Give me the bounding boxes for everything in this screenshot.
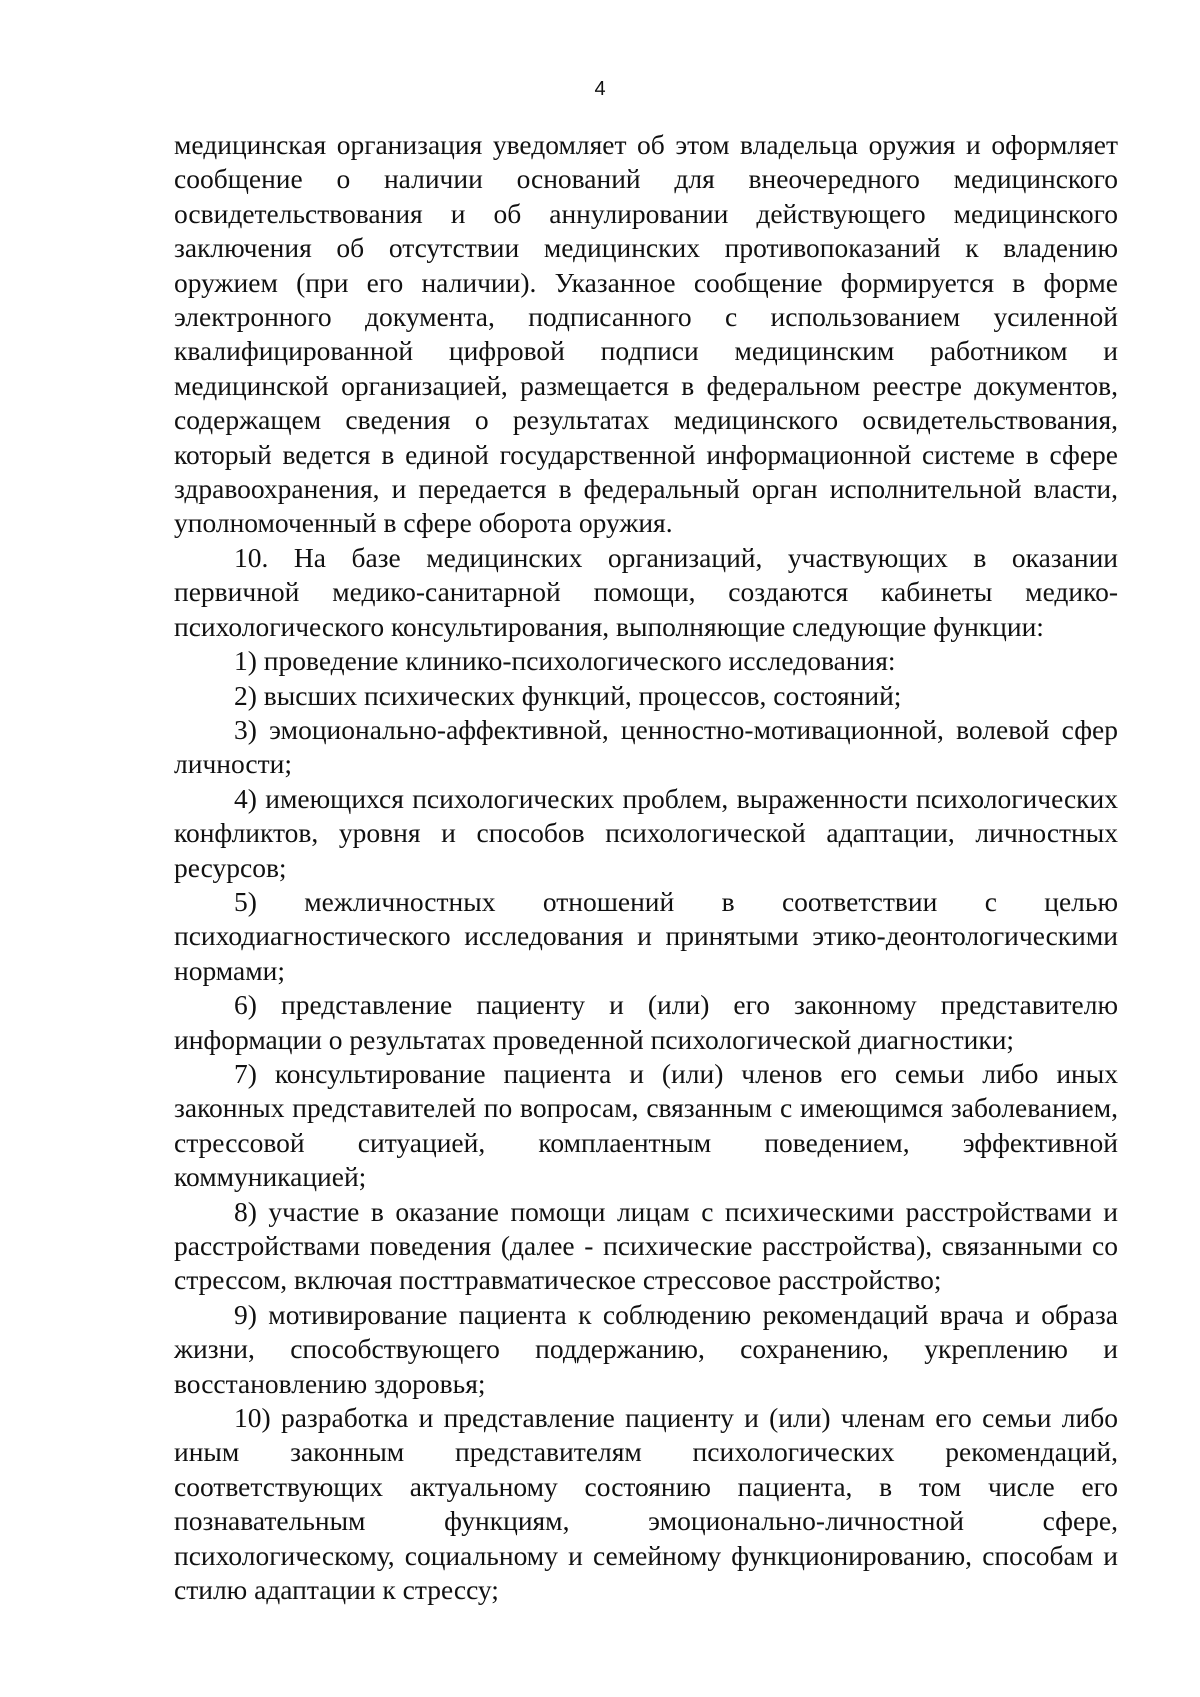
document-body bbox=[174, 128, 1118, 1607]
list-item-8: 8) участие в оказание помощи лицам с психическими расстройствами и расстройствами поведения (далее - психические расстройства), связанными со стрессом, включая посттравматическое стрессовое расстройство; bbox=[174, 1195, 1118, 1296]
list-item-1: 1) проведение клинико-психологического исследования: bbox=[234, 645, 896, 677]
paragraph-item-10: 10. На базе медицинских организаций, участвующих в оказании первичной медико-санитарной помощи, создаются кабинеты медико-психологического консультирования, выполняющие следующие функции: bbox=[174, 541, 1118, 642]
list-item-5: 5) межличностных отношений в соответствии с целью психодиагностического исследования и принятыми этико-деонтологическими нормами; bbox=[174, 885, 1118, 986]
list-item-2: 2) высших психических функций, процессов, состояний; bbox=[234, 679, 902, 711]
list-item-4: 4) имеющихся психологических проблем, выраженности психологических конфликтов, уровня и способов психологической адаптации, личностных ресурсов; bbox=[174, 782, 1118, 883]
page-number: 4 bbox=[594, 78, 606, 100]
list-item-9: 9) мотивирование пациента к соблюдению рекомендаций врача и образа жизни, способствующего поддержанию, сохранению, укреплению и восстановлению здоровья; bbox=[174, 1298, 1118, 1399]
list-item-6: 6) представление пациенту и (или) его законному представителю информации о результатах проведенной психологической диагностики; bbox=[174, 989, 1118, 1055]
list-item-3: 3) эмоционально-аффективной, ценностно-мотивационной, волевой сфер личности; bbox=[174, 713, 1118, 780]
paragraph-continuation: медицинская организация уведомляет об этом владельца оружия и оформляет сообщение о наличии оснований для внеочередного медицинского освидетельствования и об аннулировании действующего медицинского заключения об отсутствии медицинских противопоказаний к владению оружием (при его наличии). Указанное сообщение формируется в форме электронного документа, подписанного с использованием усиленной квалифицированной цифровой подписи медицинским работником и медицинской организацией, размещается в федеральном реестре документов, содержащем сведения о результатах медицинского освидетельствования, который ведется в единой государственной информационной системе в сфере здравоохранения, и передается в федеральный орган исполнительной власти, уполномоченный в сфере оборота оружия. bbox=[174, 129, 1118, 539]
list-item-10: 10) разработка и представление пациенту и (или) членам его семьи либо иным законным представителям психологических рекомендаций, соответствующих актуальному состоянию пациента, в том числе его познавательным функциям, эмоционально-личностной сфере, психологическому, социальному и семейному функционированию, способам и стилю адаптации к стрессу; bbox=[174, 1402, 1118, 1606]
list-item-7: 7) консультирование пациента и (или) членов его семьи либо иных законных представителей по вопросам, связанным с имеющимся заболеванием, стрессовой ситуацией, комплаентным поведением, эффективной коммуникацией; bbox=[174, 1057, 1118, 1193]
